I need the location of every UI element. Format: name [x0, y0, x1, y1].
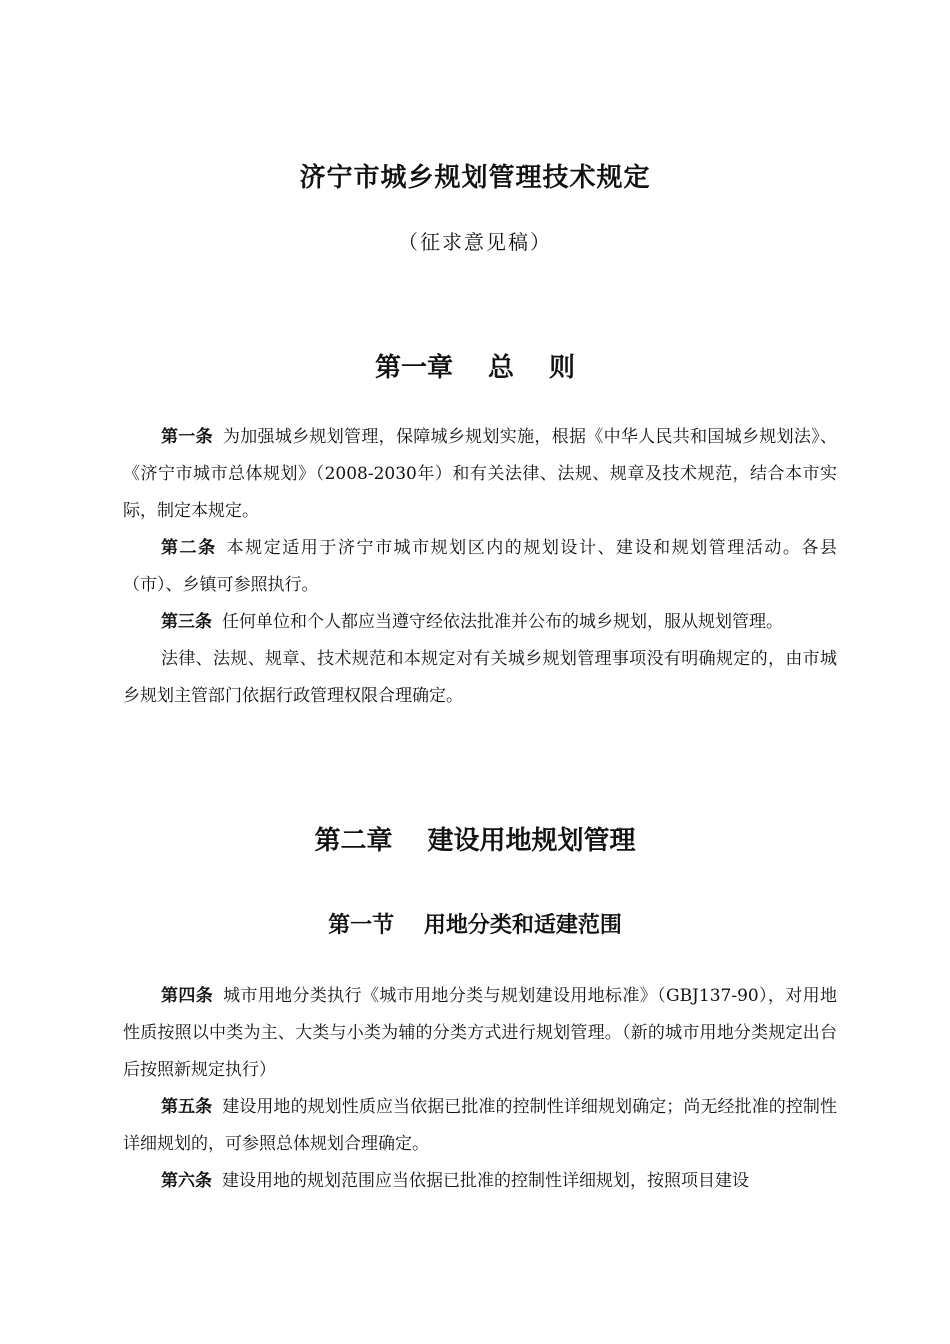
article-label: 第五条	[161, 1097, 213, 1117]
article-label: 第四条	[161, 986, 214, 1006]
closing-paragraph: 法律、法规、规章、技术规范和本规定对有关城乡规划管理事项没有明确规定的，由市城乡规划主管部门依据行政管理权限合理确定。	[123, 649, 837, 706]
article-text: 建设用地的规划范围应当依据已批准的控制性详细规划，按照项目建设	[222, 1171, 749, 1191]
section-1-heading: 第一节 用地分类和适建范围	[328, 913, 622, 938]
document-subtitle: （征求意见稿）	[398, 230, 552, 254]
article-5	[123, 1089, 837, 1163]
article-text: 城市用地分类执行《城市用地分类与规划建设用地标准》（GBJ137-90），对用地性质按照以中类为主、大类与小类为辅的分类方式进行规划管理。（新的城市用地分类规定出台后按照新规定执行）	[123, 986, 838, 1080]
section-1-body	[123, 978, 837, 1200]
article-4	[123, 978, 837, 1089]
article-label: 第一条	[161, 427, 213, 447]
article-3	[123, 604, 837, 641]
article-2	[123, 530, 837, 604]
article-text: 任何单位和个人都应当遵守经依法批准并公布的城乡规划，服从规划管理。	[222, 612, 783, 632]
article-text: 建设用地的规划性质应当依据已批准的控制性详细规划确定；尚无经批准的控制性详细规划的，可参照总体规划合理确定。	[123, 1097, 838, 1154]
article-label: 第二条	[161, 538, 217, 558]
article-1	[123, 419, 837, 530]
article-text: 为加强城乡规划管理，保障城乡规划实施，根据《中华人民共和国城乡规划法》、《济宁市城市总体规划》（2008-2030年）和有关法律、法规、规章及技术规范，结合本市实际，制定本规定。	[123, 427, 838, 521]
article-text: 本规定适用于济宁市城市规划区内的规划设计、建设和规划管理活动。各县（市）、乡镇可参照执行。	[123, 538, 838, 595]
article-label: 第六条	[161, 1171, 212, 1191]
chapter-1-heading: 第一章 总 则	[374, 353, 576, 383]
article-label: 第三条	[161, 612, 212, 632]
chapter-1-body	[123, 419, 837, 715]
article-6	[123, 1163, 837, 1200]
chapter-2-heading: 第二章 建设用地规划管理	[314, 826, 636, 856]
document-title: 济宁市城乡规划管理技术规定	[299, 163, 651, 193]
